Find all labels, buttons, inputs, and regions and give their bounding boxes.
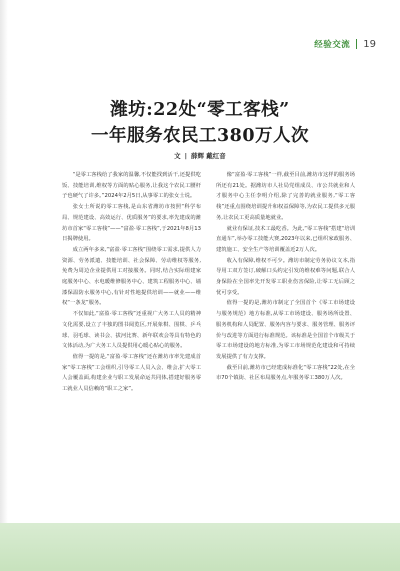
paragraph: 张女士所说的零工客栈,是山东省潍坊市按照“科学布局、规范建设、高效运行、优质服务”的要求,率先建成的潍坊市首家“零工客栈”——“富盈·零工客栈”,于2021年8月13日揭牌使用。: [62, 204, 201, 243]
paragraph: 截至目前,潍坊市已经建成标准化“零工客栈”22处,在全市70个镇街、社区布局服务点,年服务零工380万人次。: [216, 364, 355, 382]
paragraph: “是零工客栈给了我家的温馨,不仅能找到活干,还提供吃饭、技能培训,维权等方面的贴心服务,让我这个农民工腰杆子也硬气了许多。”2024年2月5日,从事零工的张女士说。: [62, 172, 201, 200]
right-column: [216, 170, 355, 515]
byline-prefix: 文: [174, 152, 181, 160]
paragraph: 值得一提的是,“富盈·零工客栈”还在潍坊市率先建成首家“零工客栈”工会组织,引导零工人员入会、维会,扩大零工人会覆盖面,构建企业与职工发展命运共同体,搭建好服务零工就业人员信赖的“职工之家”。: [62, 353, 201, 393]
page-spine-shadow: [0, 0, 8, 571]
paragraph: 值得一提的是,潍坊市制定了全国首个《零工市场建设与服务规范》地方标准,从零工市场建设、服务场所设置、服务机构和人员配置、服务内容与要求、服务管理、服务评价与改进等方面进行标准规范。该标准是全国首个市级关于零工市场建设的地方标准,为零工市场规范化建设和可持续发展提供了有力支撑。: [216, 300, 355, 360]
left-column: [62, 170, 201, 515]
footer-decorative-band: [0, 523, 400, 571]
article-title-line2: 一年服务农民工380万人次: [90, 126, 310, 146]
byline-separator: |: [184, 152, 188, 160]
section-label: 经验交流: [314, 40, 351, 50]
article-title-line1: 潍坊:22处“零工客栈”: [110, 100, 290, 120]
header-divider: [356, 39, 357, 49]
paragraph: 成立两年多来,“富盈·零工客栈”围绕零工需求,提供人力资源、劳务派遣、技能培训、社会保障、劳动维权等服务,免费为周边企业提供用工对接服务。同时,结合实际组建家庭服务中心、水电暖维修服务中心、建筑工程服务中心、墙漆保温防水服务中心,有针对性地提供培训——就业——维权“一条龙”服务。: [62, 246, 201, 307]
paragraph: 收入有保障,维权不可少。潍坊市制定劳务协议文本,指导用工双方签订,破解口头约定引发的维权难等问题,联合人身保险在全国率先开发零工职业伤害保险,让零工无后顾之忧可享受。: [216, 257, 355, 296]
byline: [0, 151, 400, 160]
paragraph: 不仅如此,“富盈·零工客栈”还重视广大务工人员的精神文化需要,设立了丰独的图书阅览区,开展象棋、围棋、乒乓球、羽毛球、读书会、拔河比赛、新年联欢会等具有特色的文体活动,为广大务工人员提供用心暖心贴心的服务。: [62, 311, 201, 350]
byline-authors: 薛辉 戴红音: [191, 152, 226, 160]
paragraph: 像“富盈·零工客栈”一样,截至目前,潍坊市这样的服务场所还有21处。据潍坊市人社局党组成员、市公共就业和人才服务中心主任李明介绍,除了完善的就业服务,“零工客栈”还重点围绕培训提升和权益保障等,为农民工提供多元服务,让农民工更高质量地就业。: [216, 172, 355, 221]
paragraph: 就业有保证,技术工最吃香。为此,“零工客栈”搭建“培训直通车”,举办零工技能大赛,2023年以来,已组织家政服务、建筑施工、安全生产等培训覆盖近2万人次。: [216, 225, 355, 253]
page-header: [314, 38, 376, 50]
page-number: 19: [363, 38, 376, 50]
article-body: [62, 170, 355, 515]
